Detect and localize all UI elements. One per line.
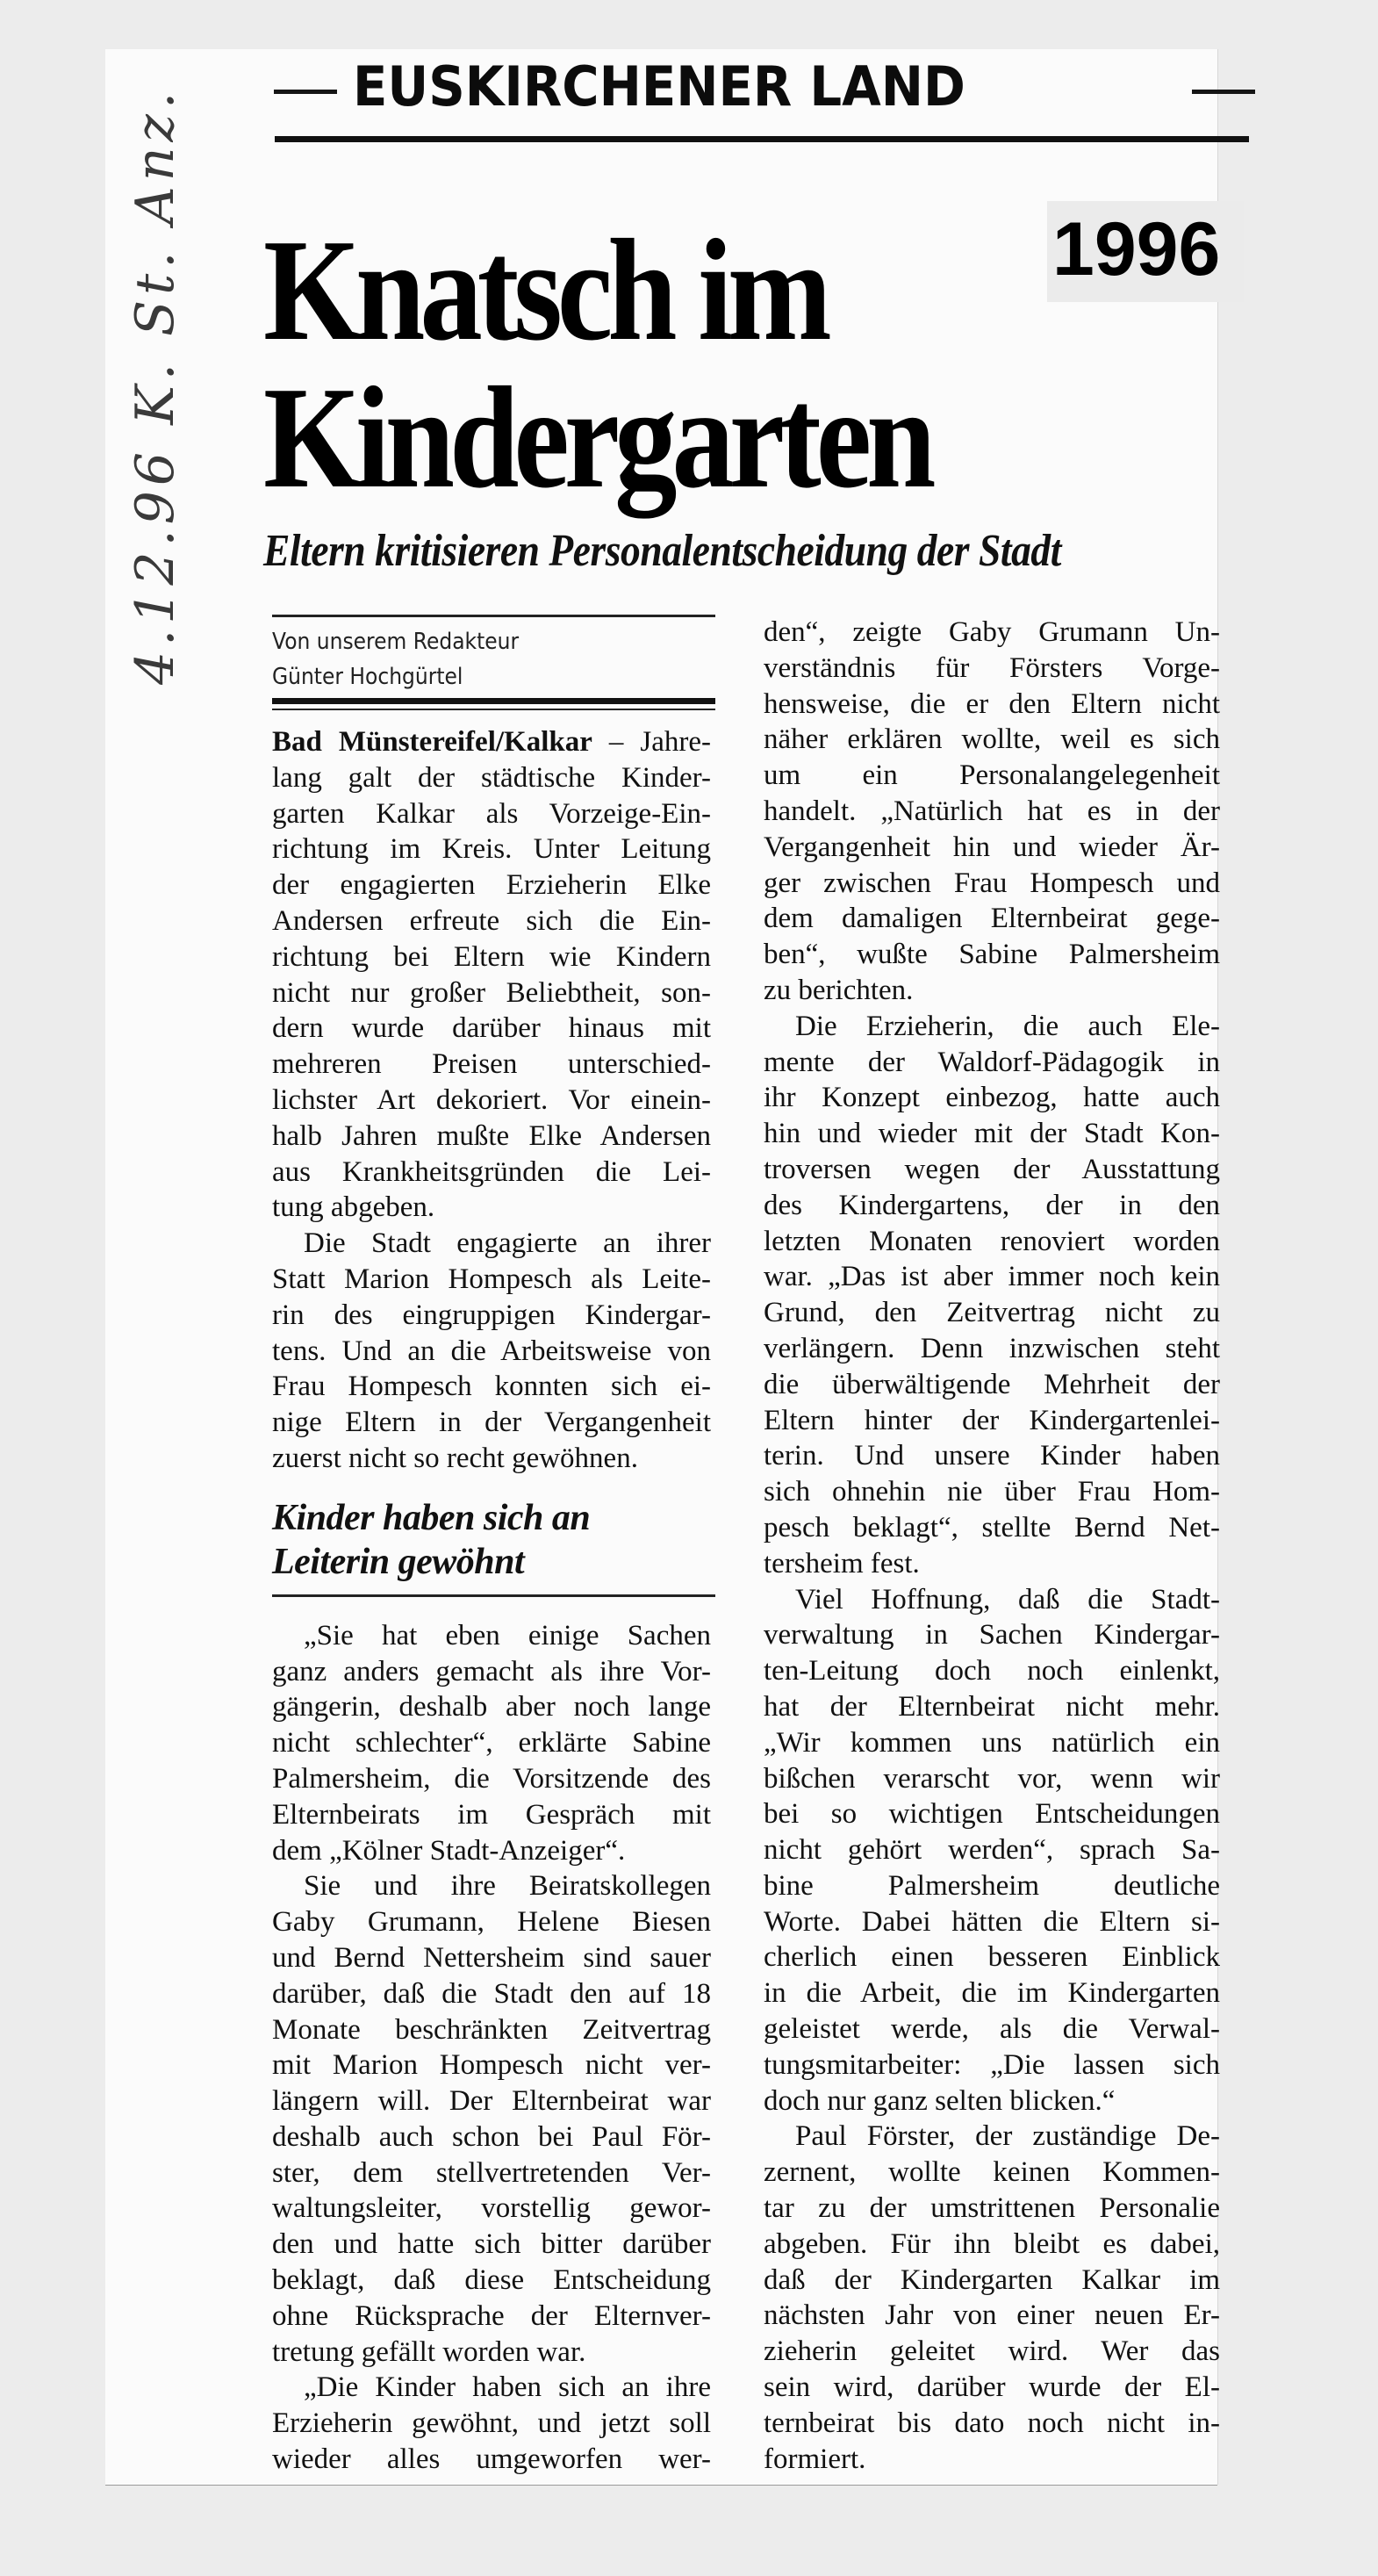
text-line: lang galt der städtische Kinder- (272, 761, 711, 794)
subhead-line: Leiterin gewöhnt (272, 1541, 525, 1582)
text-line: „Wir kommen uns natürlich ein (764, 1726, 1220, 1759)
text-line: handelt. „Natürlich hat es in der (764, 795, 1220, 827)
text-line: Eltern hinter der Kindergartenlei- (764, 1404, 1220, 1436)
byline-rule-bottom (272, 698, 715, 704)
text-line: tersheim fest. (764, 1547, 920, 1579)
text-line: Palmersheim, die Vorsitzende des (272, 1762, 711, 1795)
text-line: „Sie hat eben einige Sachen (304, 1619, 711, 1651)
section-dash-right (1192, 90, 1255, 94)
byline-role: Von unserem Redakteur (272, 629, 520, 655)
text-line: längern will. Der Elternbeirat war (272, 2085, 711, 2118)
section-dash-left (274, 90, 337, 94)
text-line: mit Marion Hompesch nicht ver- (272, 2049, 711, 2082)
text-line: daß der Kindergarten Kalkar im (764, 2263, 1220, 2296)
text-line: deshalb auch schon bei Paul För- (272, 2120, 711, 2153)
text-line: Elternbeirats im Gespräch mit (272, 1798, 711, 1831)
section-title: EUSKIRCHENER LAND (353, 54, 965, 119)
text-line: tungsmitarbeiter: „Die lassen sich (764, 2048, 1220, 2081)
text-line: Monate beschränkten Zeitvertrag (272, 2013, 711, 2046)
subhead-rule (272, 1594, 715, 1597)
text-line: näher erklären wollte, weil es sich (764, 723, 1220, 756)
article-body-right (764, 615, 1220, 2477)
text-line: ganz anders gemacht als ihre Vor- (272, 1655, 711, 1687)
text-line: wieder alles umgeworfen wer- (272, 2443, 711, 2476)
text-line: formiert. (764, 2443, 866, 2475)
article-subhead (272, 1496, 711, 1584)
year-label: 1996 (1052, 207, 1221, 291)
text-line: terin. Und unsere Kinder haben (764, 1440, 1220, 1472)
text-line: lichster Art dekoriert. Vor einein- (272, 1083, 711, 1116)
section-header (272, 54, 1255, 137)
byline (272, 617, 667, 698)
text-line: richtung im Kreis. Unter Leitung (272, 833, 711, 866)
text-line: ternbeirat bis dato noch nicht in- (764, 2407, 1220, 2439)
text-line: Viel Hoffnung, daß die Stadt- (795, 1583, 1220, 1615)
text-line: cherlich einen besseren Einblick (764, 1941, 1220, 1974)
text-line: mehreren Preisen unterschied- (272, 1048, 711, 1081)
text-line: tretung gefällt worden war. (272, 2335, 586, 2368)
text-line: der engagierten Erzieherin Elke (272, 869, 711, 902)
text-line: in die Arbeit, die im Kindergarten (764, 1977, 1220, 2010)
text-line: verwaltung in Sachen Kindergar- (764, 1619, 1220, 1651)
article-body-part2 (272, 1618, 711, 2478)
text-line: Sie und ihre Beiratskollegen (304, 1870, 711, 1903)
text-line: Gaby Grumann, Helene Biesen (272, 1906, 711, 1939)
article-column-left (272, 615, 711, 2478)
text-line: letzten Monaten renoviert worden (764, 1225, 1220, 1257)
year-badge (1047, 201, 1244, 302)
byline-author: Günter Hochgürtel (272, 664, 463, 690)
text-line: richtung bei Eltern wie Kindern (272, 940, 711, 973)
text-line: ohne Rücksprache der Elternver- (272, 2299, 711, 2332)
headline-line: Knatsch im (263, 209, 827, 371)
text-line: ten-Leitung doch noch einlenkt, (764, 1655, 1220, 1687)
text-line: abgeben. Für ihn bleibt es dabei, (764, 2227, 1220, 2260)
text-line: nicht gehört werden“, sprach Sa- (764, 1834, 1220, 1867)
text-line: den“, zeigte Gaby Grumann Un- (764, 616, 1220, 648)
text-line: Die Stadt engagierte an ihrer (304, 1227, 711, 1260)
text-line: „Die Kinder haben sich an ihre (304, 2371, 711, 2404)
text-line: um ein Personalangelegenheit (764, 759, 1220, 792)
article-body-part1 (272, 724, 711, 1477)
text-line: verständnis für Försters Vorge- (764, 651, 1220, 684)
text-line: ben“, wußte Sabine Palmersheim (764, 939, 1220, 971)
text-line: dem „Kölner Stadt-Anzeiger“. (272, 1834, 626, 1867)
text-line: darüber, daß die Stadt den auf 18 (272, 1977, 711, 2010)
text-line: aus Krankheitsgründen die Lei- (272, 1155, 711, 1188)
byline-rule-thin (272, 709, 715, 710)
text-line: gängerin, deshalb aber noch lange (272, 1691, 711, 1723)
text-line: pesch beklagt“, stellte Bernd Net- (764, 1511, 1220, 1543)
text-line: rin des eingruppigen Kindergar- (272, 1299, 711, 1331)
text-line: nige Eltern in der Vergangenheit (272, 1407, 711, 1439)
text-line: zu berichten. (764, 974, 914, 1006)
article-column-right (764, 615, 1220, 2477)
text-line: sein wird, darüber wurde der El- (764, 2371, 1220, 2404)
text-line: Paul Förster, der zuständige De- (795, 2120, 1220, 2153)
text-line: Grund, den Zeitvertrag nicht zu (764, 1297, 1220, 1329)
text-line: troversen wegen der Ausstattung (764, 1153, 1220, 1185)
text-line: zuerst nicht so recht gewöhnen. (272, 1442, 638, 1474)
text-line: beklagt, daß diese Entscheidung (272, 2264, 711, 2297)
text-line: mente der Waldorf-Pädagogik in (764, 1046, 1220, 1078)
text-line: des Kindergartens, der in den (764, 1189, 1220, 1221)
text-line: Die Erzieherin, die auch Ele- (795, 1010, 1220, 1042)
text-line: halb Jahren mußte Elke Andersen (272, 1119, 711, 1152)
text-line: Andersen erfreute sich die Ein- (272, 904, 711, 937)
text-line: ster, dem stellvertretenden Ver- (272, 2156, 711, 2189)
text-line: tar zu der umstrittenen Personalie (764, 2192, 1220, 2225)
text-line: hensweise, die er den Eltern nicht (764, 687, 1220, 720)
text-line: ger zwischen Frau Hompesch und (764, 867, 1220, 899)
text-line: bine Palmersheim deutliche (764, 1869, 1220, 1902)
text-line: verlängern. Denn inzwischen steht (764, 1332, 1220, 1364)
text-line: tens. Und an die Arbeitsweise von (272, 1335, 711, 1367)
text-line: dern wurde darüber hinaus mit (272, 1012, 711, 1045)
text-line: war. „Das ist aber immer noch kein (764, 1261, 1220, 1293)
text-line: zieherin geleitet wird. Wer das (764, 2335, 1220, 2368)
text-line: hat der Elternbeirat nicht mehr. (764, 1690, 1220, 1723)
text-line: die überwältigende Mehrheit der (764, 1368, 1220, 1400)
text-line (272, 724, 711, 760)
text-line: ihr Konzept einbezog, hatte auch (764, 1082, 1220, 1114)
text-line: den und hatte sich bitter darüber (272, 2228, 711, 2261)
subheadline: Eltern kritisieren Personalentscheidung der Stadt (263, 526, 1061, 576)
text-line: Vergangenheit hin und wieder Är- (764, 831, 1220, 863)
text-line: doch nur ganz selten blicken.“ (764, 2084, 1116, 2117)
text-line: Erzieherin gewöhnt, und jetzt soll (272, 2407, 711, 2440)
headline (263, 209, 931, 518)
text-line: Frau Hompesch konnten sich ei- (272, 1371, 711, 1403)
text-line: garten Kalkar als Vorzeige-Ein- (272, 797, 711, 830)
headline-line: Kindergarten (263, 356, 931, 518)
text-line: nächsten Jahr von einer neuen Er- (764, 2299, 1220, 2332)
text-line: zernent, wollte keinen Kommen- (764, 2156, 1220, 2189)
text-line: Statt Marion Hompesch als Leite- (272, 1263, 711, 1295)
subhead-line: Kinder haben sich an (272, 1497, 591, 1538)
text-line: tung abgeben. (272, 1191, 435, 1224)
text-line: sich ohnehin nie über Frau Hom- (764, 1476, 1220, 1508)
text-line: bei so wichtigen Entscheidungen (764, 1798, 1220, 1831)
section-rule (275, 136, 1249, 142)
text-line: waltungsleiter, vorstellig gewor- (272, 2192, 711, 2225)
text-line: hin und wieder mit der Stadt Kon- (764, 1118, 1220, 1150)
text-line: nicht schlechter“, erklärte Sabine (272, 1727, 711, 1759)
text-fragment: – Jahre- (592, 726, 711, 758)
dateline: Bad Münstereifel/Kalkar (272, 726, 592, 758)
text-line: und Bernd Nettersheim sind sauer (272, 1941, 711, 1974)
text-line: bißchen verarscht vor, wenn wir (764, 1762, 1220, 1795)
text-line: nicht nur großer Beliebtheit, son- (272, 976, 711, 1009)
handwritten-date-note: 4.12.96 K. St. Anz. (125, 86, 186, 685)
text-line: dem damaligen Elternbeirat gege- (764, 903, 1220, 935)
text-line: geleistet werde, als die Verwal- (764, 2013, 1220, 2046)
text-line: Worte. Dabei hätten die Eltern si- (764, 1905, 1220, 1938)
